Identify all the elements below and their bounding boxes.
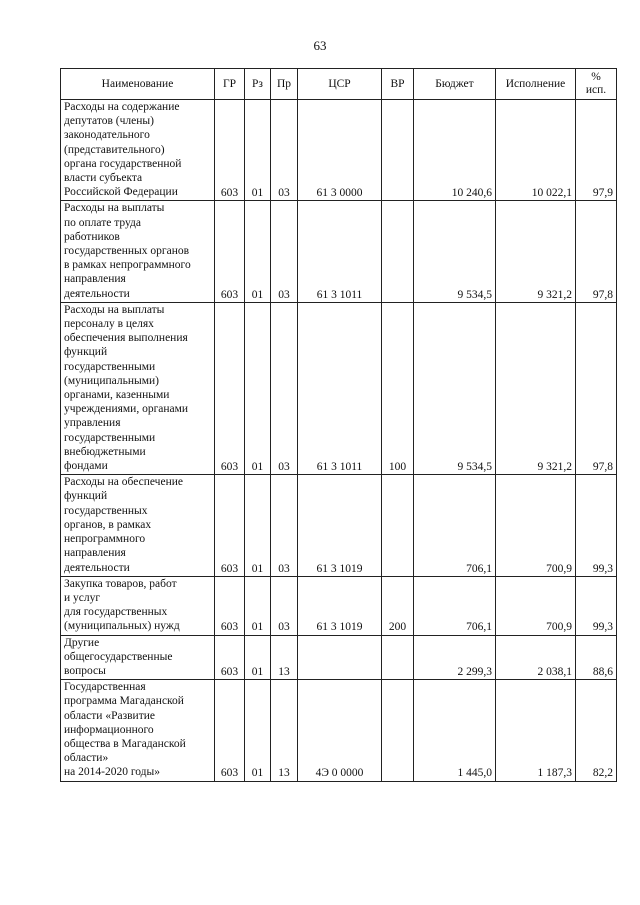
row-csr: 61 3 1019 (298, 576, 382, 635)
row-pr: 03 (271, 576, 298, 635)
row-percent: 82,2 (576, 680, 617, 781)
row-pr: 03 (271, 475, 298, 576)
row-execution: 2 038,1 (496, 635, 576, 680)
row-percent: 88,6 (576, 635, 617, 680)
table-row (61, 475, 617, 576)
table-row (61, 680, 617, 781)
row-gr: 603 (215, 680, 245, 781)
header-execution: Исполнение (496, 69, 576, 100)
row-rz: 01 (245, 680, 271, 781)
page-number: 63 (313, 38, 327, 53)
row-name: Закупка товаров, работ и услуг для государственных (муниципальных) нужд (61, 576, 215, 635)
header-pr: Пр (271, 69, 298, 100)
row-execution: 9 321,2 (496, 302, 576, 474)
row-rz: 01 (245, 635, 271, 680)
header-csr: ЦСР (298, 69, 382, 100)
row-rz: 01 (245, 201, 271, 302)
row-percent: 99,3 (576, 475, 617, 576)
row-rz: 01 (245, 100, 271, 201)
table-row (61, 100, 617, 201)
row-budget: 9 534,5 (414, 201, 496, 302)
row-percent: 97,9 (576, 100, 617, 201)
row-vr (382, 475, 414, 576)
row-gr: 603 (215, 576, 245, 635)
row-name: Расходы на содержание депутатов (члены) законодательного (представительного) органа государственной власти субъекта Российской Федерации (61, 100, 215, 201)
row-gr: 603 (215, 302, 245, 474)
row-percent: 97,8 (576, 201, 617, 302)
row-name: Расходы на выплаты персоналу в целях обеспечения выполнения функций государственными (муниципальными) органами, казенными учреждениями, органами управления государственными внебюджетными фондами (61, 302, 215, 474)
row-pr: 03 (271, 100, 298, 201)
row-gr: 603 (215, 635, 245, 680)
table-header-row (61, 69, 617, 100)
row-rz: 01 (245, 475, 271, 576)
row-vr (382, 201, 414, 302)
row-gr: 603 (215, 100, 245, 201)
row-gr: 603 (215, 201, 245, 302)
row-percent: 99,3 (576, 576, 617, 635)
row-vr: 200 (382, 576, 414, 635)
table-row (61, 635, 617, 680)
row-vr (382, 680, 414, 781)
row-budget: 2 299,3 (414, 635, 496, 680)
row-budget: 1 445,0 (414, 680, 496, 781)
row-name: Расходы на выплаты по оплате труда работников государственных органов в рамках непрограммного направления деятельности (61, 201, 215, 302)
row-rz: 01 (245, 302, 271, 474)
budget-table (60, 68, 617, 782)
row-pr: 13 (271, 680, 298, 781)
header-name: Наименование (61, 69, 215, 100)
table-row (61, 302, 617, 474)
header-budget: Бюджет (414, 69, 496, 100)
row-budget: 10 240,6 (414, 100, 496, 201)
table-row (61, 576, 617, 635)
row-budget: 706,1 (414, 576, 496, 635)
row-vr (382, 635, 414, 680)
row-budget: 9 534,5 (414, 302, 496, 474)
row-vr: 100 (382, 302, 414, 474)
row-name: Другие общегосударственные вопросы (61, 635, 215, 680)
row-name: Государственная программа Магаданской области «Развитие информационного общества в Магаданской области» на 2014-2020 годы» (61, 680, 215, 781)
row-pr: 13 (271, 635, 298, 680)
header-rz: Рз (245, 69, 271, 100)
row-csr: 61 3 1011 (298, 201, 382, 302)
row-csr: 61 3 0000 (298, 100, 382, 201)
row-budget: 706,1 (414, 475, 496, 576)
row-vr (382, 100, 414, 201)
row-csr: 4Э 0 0000 (298, 680, 382, 781)
row-execution: 700,9 (496, 576, 576, 635)
row-execution: 1 187,3 (496, 680, 576, 781)
table-row (61, 201, 617, 302)
row-gr: 603 (215, 475, 245, 576)
row-execution: 10 022,1 (496, 100, 576, 201)
header-gr: ГР (215, 69, 245, 100)
row-name: Расходы на обеспечение функций государственных органов, в рамках непрограммного направления деятельности (61, 475, 215, 576)
row-csr: 61 3 1019 (298, 475, 382, 576)
row-execution: 9 321,2 (496, 201, 576, 302)
row-percent: 97,8 (576, 302, 617, 474)
header-vr: ВР (382, 69, 414, 100)
row-csr: 61 3 1011 (298, 302, 382, 474)
header-percent: % исп. (576, 69, 617, 100)
row-csr (298, 635, 382, 680)
row-rz: 01 (245, 576, 271, 635)
row-pr: 03 (271, 302, 298, 474)
row-execution: 700,9 (496, 475, 576, 576)
row-pr: 03 (271, 201, 298, 302)
